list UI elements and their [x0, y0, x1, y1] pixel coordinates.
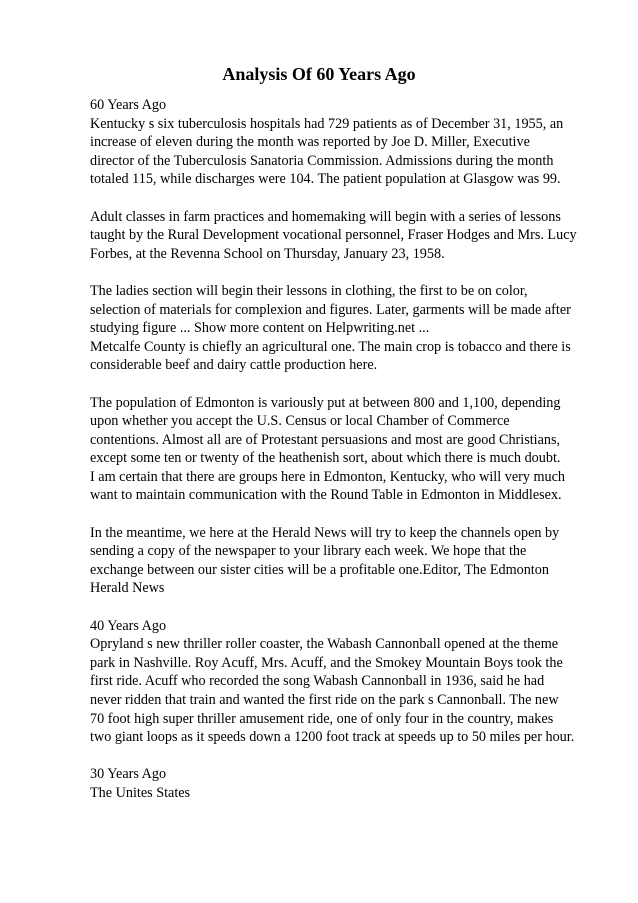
text-line: exchange between our sister cities will be a profitable one.Editor, The Edmonton: [90, 561, 549, 578]
text-line: never ridden that train and wanted the first ride on the park s Cannonball. The new: [90, 692, 559, 708]
text-line: 30 Years Ago: [90, 766, 167, 783]
text-line: totaled 115, while discharges were 104. The patient population at Glasgow was 99.: [90, 171, 561, 188]
text-line: Kentucky s six tuberculosis hospitals had 729 patients as of December 31, 1955, an: [90, 115, 564, 132]
text-line: selection of materials for complexion and figures. Later, garments will be made after: [90, 301, 571, 318]
text-line: increase of eleven during the month was reported by Joe D. Miller, Executive: [90, 134, 530, 151]
text-line: Opryland s new thriller roller coaster, the Wabash Cannonball opened at the theme: [90, 636, 559, 653]
text-line: want to maintain communication with the Round Table in Edmonton in Middlesex.: [90, 487, 562, 504]
text-line: 70 foot high super thriller amusement ride, one of only four in the country, makes: [90, 710, 554, 727]
text-line: sending a copy of the newspaper to your library each week. We hope that the: [90, 543, 527, 560]
paragraph-ladies-section: [90, 282, 600, 375]
text-line: 60 Years Ago: [90, 97, 167, 113]
text-line: Forbes, at the Revenna School on Thursday, January 23, 1958.: [90, 245, 445, 262]
text-line: park in Nashville. Roy Acuff, Mrs. Acuff, and the Smokey Mountain Boys took the: [90, 654, 563, 671]
document-title: Analysis Of 60 Years Ago: [222, 64, 416, 84]
text-line: director of the Tuberculosis Sanatoria Commission. Admissions during the month: [90, 152, 554, 169]
text-line: studying figure ... Show more content on Helpwriting.net ...: [90, 320, 430, 337]
text-line: two giant loops as it speeds down a 1200 foot track at speeds up to 50 miles per hour.: [90, 729, 575, 746]
text-line: upon whether you accept the U.S. Census or local Chamber of Commerce: [90, 413, 510, 430]
text-line: The population of Edmonton is variously put at between 800 and 1,100, depending: [90, 394, 561, 411]
document-body: [90, 96, 600, 803]
text-line: In the meantime, we here at the Herald News will try to keep the channels open by: [90, 524, 560, 541]
paragraph-herald-news: [90, 524, 600, 598]
text-line: Metcalfe County is chiefly an agricultural one. The main crop is tobacco and there is: [90, 338, 571, 355]
text-line: The ladies section will begin their lessons in clothing, the first to be on color,: [90, 282, 528, 299]
text-line: I am certain that there are groups here in Edmonton, Kentucky, who will very much: [90, 468, 565, 485]
text-line: The Unites States: [90, 784, 191, 801]
paragraph-30-years-ago: [90, 765, 600, 802]
text-line: contentions. Almost all are of Protestant persuasions and most are good Christians,: [90, 431, 561, 448]
paragraph-60-years-ago: [90, 96, 600, 189]
paragraph-edmonton-population: [90, 394, 600, 506]
text-line: considerable beef and dairy cattle production here.: [90, 357, 378, 374]
text-line: Adult classes in farm practices and homemaking will begin with a series of lessons: [90, 208, 561, 225]
paragraph-40-years-ago: [90, 617, 600, 747]
text-line: except some ten or twenty of the heathenish sort, about which there is much doubt.: [90, 450, 561, 467]
text-line: Herald News: [90, 580, 165, 597]
text-line: taught by the Rural Development vocational personnel, Fraser Hodges and Mrs. Lucy: [90, 227, 577, 244]
paragraph-adult-classes: [90, 208, 600, 264]
text-line: 40 Years Ago: [90, 617, 167, 634]
text-line: first ride. Acuff who recorded the song Wabash Cannonball in 1936, said he had: [90, 673, 545, 690]
